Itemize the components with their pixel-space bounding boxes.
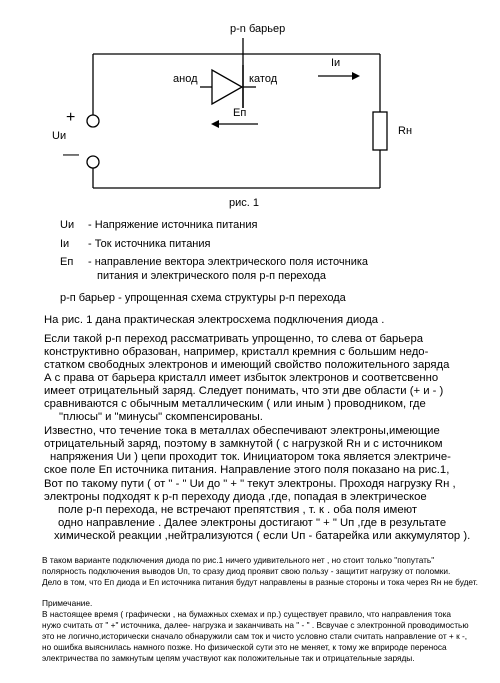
note-line: полярность подключения выводов Uп, то сразу диод проявит свою пользу - защитит нагрузку от поломки.: [42, 566, 451, 576]
diode-triangle-icon: [212, 70, 242, 104]
body-line: конструктивно образован, например, кристалл кремния с большим недо-: [44, 346, 429, 358]
body-line: "плюсы" и "минусы" скомпенсированы.: [59, 411, 263, 423]
body-line: статком свободных электронов и имеющий свойство положительного заряда: [44, 359, 450, 371]
minus-sign: —: [63, 146, 79, 163]
legend-symbol-voltage: Uи: [60, 219, 75, 231]
legend-text-voltage: - Напряжение источника питания: [88, 219, 258, 231]
body-line: химической реакции ,нейтрализуются ( если Uп - батарейка или аккумулятор ).: [54, 530, 471, 542]
body-line: одно направление . Далее электроны достигают " + " Uп ,где в результате: [58, 517, 447, 529]
cathode-label: катод: [249, 73, 278, 85]
load-label: Rн: [398, 125, 413, 137]
body-line: сравниваются с обычным металлическим ( или иным ) проводником, где: [44, 398, 426, 410]
barrier-label: p-n барьер: [230, 23, 286, 35]
body-line: А с права от барьера кристалл имеет избыток электронов и соответсвенно: [44, 372, 439, 384]
remark-line: В настоящее время ( графически , на бумажных схемах и пр.) существует правило, что направления тока: [42, 609, 451, 619]
body-line: поле р-п перехода, не встречают препятствия , т. к . оба поля имеют: [58, 504, 418, 516]
load-resistor: [373, 112, 387, 150]
figure-caption: рис. 1: [229, 197, 259, 209]
remark-line: электричества по замкнутым цепям участвуют как положительные так и отрицательные заряды.: [42, 653, 415, 663]
legend-symbol-field: Еп: [60, 256, 74, 268]
plus-sign: +: [66, 109, 76, 126]
ep-label: Еп: [233, 107, 247, 119]
remark-line: это не логично,исторически сначало обнаружили сам ток и чисто условно стали считать направление от + к -,: [42, 631, 468, 641]
body-line: Вот по такому пути ( от " - " Uи до " + " текут электроны. Проходя нагрузку Rн ,: [44, 478, 456, 490]
legend-text-field-cont: питания и электрического поля р-п перехода: [97, 270, 326, 282]
remark-line: нужо считать от " +" источника, далее- нагрузка и заканчивать на " - " . Всвучае с электронной проводимостью: [42, 620, 469, 630]
body-line: ское поле Еп источника питания. Направление этого поля показано на рис.1,: [44, 464, 450, 476]
legend-text-field: - направление вектора электрического поля источника: [88, 256, 369, 268]
body-line: Известно, что течение тока в металлах обеспечивают электроны,имеющие: [44, 425, 440, 437]
body-line: напряжения Uи ) цепи проходит ток. Инициатором тока является электриче-: [50, 451, 451, 463]
current-label: Іи: [331, 57, 341, 69]
legend-symbol-current: Іи: [60, 238, 70, 250]
terminal-minus: [87, 156, 99, 168]
legend-text-barrier: р-п барьер - упрощенная схема структуры р-п перехода: [60, 292, 346, 304]
note-line: Дело в том, что Еп диода и Еп источника питания будут направлены в разные стороны и тока через Rн не будет.: [42, 577, 478, 587]
remark-title: Примечание.: [42, 598, 93, 608]
legend-text-current: - Ток источника питания: [88, 238, 211, 250]
body-line: электроны подходят к р-п переходу диода ,где, попадая в электрическое: [44, 491, 427, 503]
current-arrow-head-icon: [352, 72, 360, 80]
intro-text: На рис. 1 дана практическая электросхема подключения диода .: [44, 314, 385, 326]
body-line: Если такой р-п переход рассматривать упрощенно, то слева от барьера: [44, 333, 424, 345]
anode-label: анод: [173, 73, 198, 85]
note-line: В таком варианте подключения диода по рис.1 ничего удивительного нет , но стоит только "попутать": [42, 555, 435, 565]
ep-arrow-head-icon: [211, 120, 219, 128]
body-line: отрицательный заряд, поэтому в замкнутой ( с нагрузкой Rн и с источником: [44, 438, 443, 450]
voltage-label: Uи: [52, 130, 67, 142]
terminal-plus: [87, 115, 99, 127]
body-line: имеет отрицательный заряд. Следует понимать, что эти две области (+ и - ): [44, 385, 444, 397]
remark-line: но ошибка выяснилась намного позже. Но физической сути это не меняет, к тому же вприроде переноса: [42, 642, 447, 652]
